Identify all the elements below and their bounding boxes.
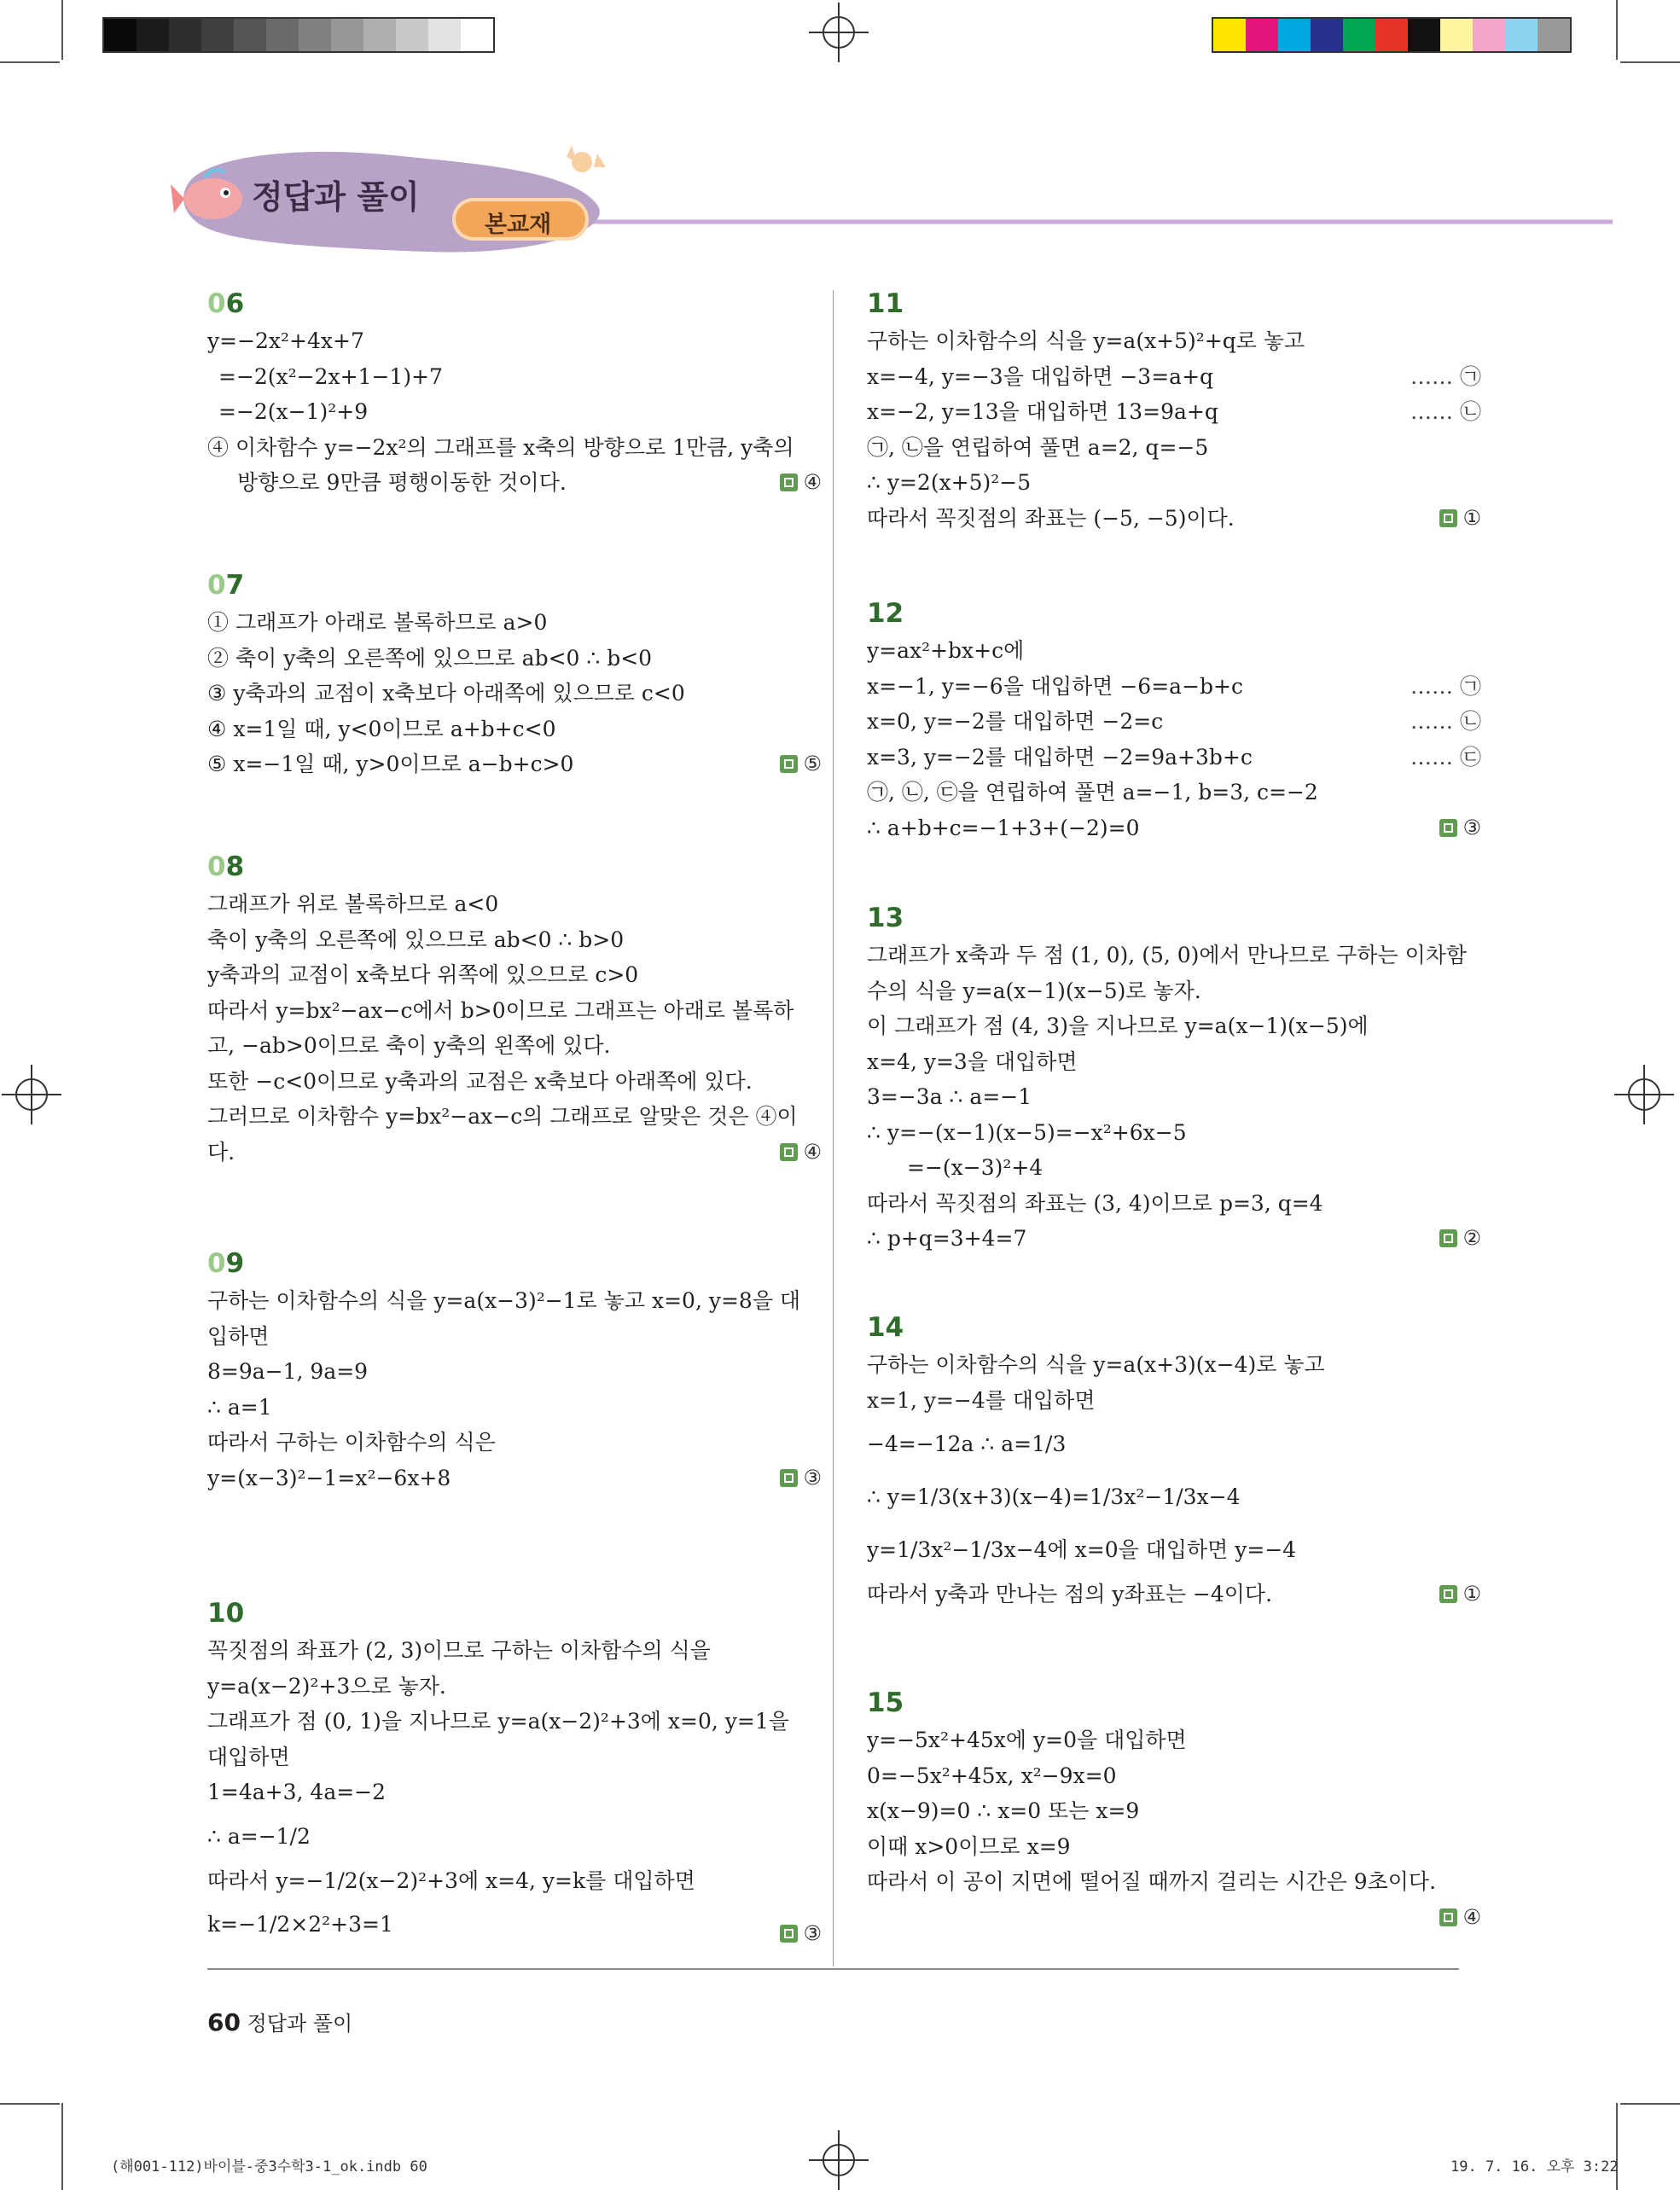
answer-badge (780, 465, 822, 501)
answer-icon (780, 1469, 798, 1487)
answer-icon (780, 1925, 798, 1943)
answer-text: ⑤ (780, 752, 822, 776)
solution-text: 고, −ab>0이므로 축이 y축의 왼쪽에 있다. (207, 1033, 611, 1058)
solution-text: x=1, y=−4를 대입하면 (867, 1387, 1096, 1413)
solution-text: ∴ y=−(x−1)(x−5)=−x²+6x−5 (867, 1119, 1187, 1145)
solution-line (867, 938, 1481, 973)
solution-text: 또한 −c<0이므로 y축과의 교점은 x축보다 아래쪽에 있다. (207, 1068, 753, 1094)
problem-08 (207, 849, 822, 1170)
solution-text: ⑤ x=−1일 때, y>0이므로 a−b+c>0 (207, 752, 574, 776)
registration-mark-icon (809, 2130, 869, 2190)
solution-text: ㉠, ㉡, ㉢을 연립하여 풀면 a=−1, b=3, c=−2 (867, 780, 1318, 805)
solution-text: 따라서 구하는 이차함수의 식은 (207, 1430, 496, 1455)
solution-text: x=−4, y=−3을 대입하면 −3=a+q (867, 363, 1214, 389)
answer-badge (1439, 1577, 1481, 1612)
solution-line (867, 1418, 1481, 1471)
answer-icon (1439, 509, 1457, 527)
equation-mark: …… ㉠ (1410, 363, 1481, 389)
problem-14 (867, 1310, 1481, 1612)
registration-mark-icon (809, 3, 869, 62)
solution-text: 이 그래프가 점 (4, 3)을 지나므로 y=a(x−1)(x−5)에 (867, 1014, 1369, 1038)
answer-badge (1439, 810, 1481, 846)
column-divider (833, 290, 834, 1966)
problem-number: 07 (207, 570, 245, 601)
solution-line (867, 1577, 1481, 1612)
solution-line (207, 1740, 822, 1775)
problem-07 (207, 567, 822, 782)
solution-text: ∴ a=−1/2 (207, 1823, 311, 1849)
solution-line (867, 1221, 1481, 1257)
solution-line (207, 922, 822, 958)
solution-text: y=a(x−2)²+3으로 놓자. (207, 1673, 446, 1699)
solution-text: 3=−3a ∴ a=−1 (867, 1084, 1032, 1109)
solution-line (867, 633, 1481, 669)
solution-text: 방향으로 9만큼 평행이동한 것이다. (237, 470, 567, 495)
header-title: 정답과 풀이 (252, 178, 420, 216)
solution-text: 구하는 이차함수의 식을 y=a(x+5)²+q로 놓고 (867, 328, 1305, 353)
solution-line (207, 430, 822, 466)
solution-text: 따라서 y=bx²−ax−c에서 b>0이므로 그래프는 아래로 볼록하 (207, 997, 794, 1023)
answer-badge (1439, 1221, 1481, 1257)
crop-mark (0, 2103, 60, 2105)
crop-mark (1616, 0, 1618, 60)
solution-line (207, 1028, 822, 1064)
solution-line (867, 430, 1481, 466)
page-footer (207, 2007, 352, 2036)
answer-text: ④ (780, 1140, 822, 1164)
problem-number: 15 (867, 1688, 904, 1718)
answer-text: ④ (780, 470, 822, 494)
solution-line (207, 1704, 822, 1740)
solution-text: 따라서 꼭짓점의 좌표는 (−5, −5)이다. (867, 505, 1235, 531)
solution-line (867, 1186, 1481, 1222)
footer-label: 정답과 풀이 (247, 2012, 353, 2036)
solution-line (867, 1115, 1481, 1151)
solution-text: 구하는 이차함수의 식을 y=a(x−3)²−1로 놓고 x=0, y=8을 대 (207, 1288, 801, 1313)
answer-icon (780, 1143, 798, 1161)
crop-mark (61, 0, 63, 60)
problem-number: 06 (207, 288, 245, 319)
solution-text: y=−5x²+45x에 y=0을 대입하면 (867, 1728, 1187, 1752)
solution-line (207, 394, 822, 430)
answer-text: ③ (1439, 816, 1481, 839)
footer-rule (207, 1968, 1459, 1970)
solution-line (867, 359, 1481, 395)
solution-line (207, 993, 822, 1029)
solution-text: 이때 x>0이므로 x=9 (867, 1833, 1071, 1859)
solution-line (867, 1524, 1481, 1577)
solution-line (867, 1864, 1481, 1900)
solution-text: 그러므로 이차함수 y=bx²−ax−c의 그래프로 알맞은 것은 ④이 (207, 1104, 798, 1129)
solution-text: y=(x−3)²−1=x²−6x+8 (207, 1465, 451, 1490)
problem-13 (867, 900, 1481, 1257)
answer-icon (1439, 1229, 1457, 1247)
solution-line (207, 1810, 822, 1863)
solution-line (207, 1135, 822, 1171)
solution-text: 다. (207, 1139, 235, 1165)
solution-line (867, 669, 1481, 705)
solution-text: ③ y축과의 교점이 x축보다 아래쪽에 있으므로 c<0 (207, 681, 685, 706)
problem-number: 08 (207, 851, 245, 882)
solution-line (867, 394, 1481, 430)
solution-line (207, 1425, 822, 1461)
answer-text: ② (1439, 1226, 1481, 1250)
solution-text: 수의 식을 y=a(x−1)(x−5)로 놓자. (867, 978, 1201, 1003)
solution-text: 그래프가 점 (0, 1)을 지나므로 y=a(x−2)²+3에 x=0, y=1을 (207, 1709, 789, 1734)
solution-text: 따라서 꼭짓점의 좌표는 (3, 4)이므로 p=3, q=4 (867, 1190, 1323, 1216)
solution-text: 그래프가 위로 볼록하므로 a<0 (207, 892, 499, 916)
solution-text: y=−2x²+4x+7 (207, 328, 364, 353)
solution-line (867, 1347, 1481, 1383)
answer-badge (780, 1461, 822, 1496)
problem-15 (867, 1685, 1481, 1929)
file-slug: (해001-112)바이블-중3수학3-1_ok.indb 60 (111, 2158, 427, 2175)
solution-text: ∴ y=1/3(x+3)(x−4)=1/3x²−1/3x−4 (867, 1484, 1241, 1509)
answer-icon (1439, 1908, 1457, 1926)
solution-text: x=0, y=−2를 대입하면 −2=c (867, 709, 1164, 734)
crop-mark (0, 61, 60, 63)
solution-line (207, 1390, 822, 1426)
solution-text: ∴ p+q=3+4=7 (867, 1226, 1027, 1251)
crop-mark (1620, 2103, 1680, 2105)
answer-text: ① (1439, 506, 1481, 530)
solution-text: ④ x=1일 때, y<0이므로 a+b+c<0 (207, 716, 556, 741)
section-header (171, 137, 1621, 273)
solution-text: =−2(x−1)²+9 (218, 399, 369, 424)
tab-label: 본교재 (485, 212, 552, 238)
answer-badge (1439, 501, 1481, 537)
solution-line (867, 323, 1481, 359)
solution-text: 그래프가 x축과 두 점 (1, 0), (5, 0)에서 만나므로 구하는 이차함 (867, 943, 1468, 967)
solution-text: 1=4a+3, 4a=−2 (207, 1780, 387, 1804)
solution-line (867, 1383, 1481, 1419)
solution-line (207, 605, 822, 641)
solution-line (867, 1150, 1481, 1186)
solution-text: ④ 이차함수 y=−2x²의 그래프를 x축의 방향으로 1만큼, y축의 (207, 434, 794, 460)
solution-text: y=ax²+bx+c에 (867, 638, 1025, 663)
solution-text: x(x−9)=0 ∴ x=0 또는 x=9 (867, 1798, 1140, 1823)
problem-number: 10 (207, 1598, 245, 1629)
solution-text: =−(x−3)²+4 (907, 1155, 1043, 1180)
solution-line (207, 1898, 822, 1951)
solution-line (867, 973, 1481, 1009)
solution-line (867, 1793, 1481, 1829)
date-slug: 19. 7. 16. 오후 3:22 (1450, 2158, 1619, 2175)
solution-text: 축이 y축의 오른쪽에 있으므로 ab<0 ∴ b>0 (207, 927, 625, 952)
solution-text: x=3, y=−2를 대입하면 −2=9a+3b+c (867, 744, 1253, 770)
solution-text: ∴ y=2(x+5)²−5 (867, 470, 1032, 495)
registration-mark-icon (2, 1065, 61, 1124)
answer-text: ③ (780, 1921, 822, 1945)
answer-icon (1439, 1585, 1457, 1603)
problem-number: 14 (867, 1312, 904, 1343)
solution-text: x=−1, y=−6을 대입하면 −6=a−b+c (867, 673, 1243, 699)
problem-10 (207, 1595, 822, 1951)
equation-mark: …… ㉡ (1410, 399, 1481, 424)
solution-line (867, 1722, 1481, 1758)
solution-text: 구하는 이차함수의 식을 y=a(x+3)(x−4)로 놓고 (867, 1352, 1325, 1377)
solution-text: 입하면 (207, 1323, 270, 1349)
solution-text: x=4, y=3을 대입하면 (867, 1049, 1078, 1074)
equation-mark: …… ㉢ (1410, 744, 1481, 770)
solution-line (207, 359, 822, 395)
solution-line (207, 1283, 822, 1319)
solution-text: x=−2, y=13을 대입하면 13=9a+q (867, 399, 1218, 424)
problem-06 (207, 286, 822, 501)
solution-text: ∴ a+b+c=−1+3+(−2)=0 (867, 815, 1140, 840)
solution-line (867, 1044, 1481, 1080)
solution-text: =−2(x²−2x+1−1)+7 (218, 363, 443, 389)
problem-number: 13 (867, 903, 904, 933)
answer-badge (780, 1916, 822, 1952)
solution-line (867, 501, 1481, 537)
solution-line (207, 1775, 822, 1810)
problem-number: 12 (867, 598, 904, 629)
problem-number: 11 (867, 288, 904, 319)
solution-line (207, 1354, 822, 1390)
answer-icon (780, 755, 798, 773)
problem-number: 09 (207, 1248, 245, 1279)
solution-line (207, 1669, 822, 1705)
equation-mark: …… ㉡ (1410, 709, 1481, 734)
solution-text: −4=−12a ∴ a=1/3 (867, 1432, 1067, 1456)
solution-text: 따라서 y축과 만나는 점의 y좌표는 −4이다. (867, 1582, 1273, 1606)
solution-line (867, 775, 1481, 810)
solution-line (867, 740, 1481, 776)
solution-line (207, 1064, 822, 1100)
header-tab (452, 198, 589, 241)
problem-11 (867, 286, 1481, 536)
solution-line (207, 465, 822, 501)
solution-text: ① 그래프가 아래로 볼록하므로 a>0 (207, 610, 548, 635)
solution-line (207, 1319, 822, 1355)
registration-mark-icon (1614, 1065, 1674, 1124)
grayscale-bar (102, 17, 495, 53)
solution-line (867, 1008, 1481, 1044)
solution-text: ∴ a=1 (207, 1394, 272, 1420)
answer-icon (780, 473, 798, 491)
crop-mark (61, 2103, 63, 2190)
answer-text: ③ (780, 1466, 822, 1490)
solution-line (207, 886, 822, 922)
crop-mark (1616, 2103, 1618, 2190)
solution-line (207, 1863, 822, 1899)
solution-text: k=−1/2×2²+3=1 (207, 1912, 393, 1937)
solution-text: 따라서 y=−1/2(x−2)²+3에 x=4, y=k를 대입하면 (207, 1868, 695, 1893)
solution-text: 0=−5x²+45x, x²−9x=0 (867, 1763, 1117, 1788)
solution-line (207, 1461, 822, 1496)
answer-text: ④ (1439, 1905, 1481, 1929)
solution-line (867, 1758, 1481, 1794)
solution-line (207, 1633, 822, 1669)
crop-mark (1620, 61, 1680, 63)
solution-line (867, 465, 1481, 501)
solution-text: ② 축이 y축의 오른쪽에 있으므로 ab<0 ∴ b<0 (207, 645, 653, 671)
solution-line (207, 957, 822, 993)
solution-line (207, 712, 822, 747)
solution-line (867, 1079, 1481, 1115)
answer-icon (1439, 819, 1457, 837)
solution-text: y=1/3x²−1/3x−4에 x=0을 대입하면 y=−4 (867, 1537, 1297, 1562)
problem-12 (867, 595, 1481, 845)
answer-badge (780, 746, 822, 782)
solution-text: 8=9a−1, 9a=9 (207, 1359, 369, 1384)
solution-text: ㉠, ㉡을 연립하여 풀면 a=2, q=−5 (867, 434, 1209, 460)
answer-badge (780, 1135, 822, 1171)
solution-line (207, 746, 822, 782)
color-bar (1212, 17, 1572, 53)
solution-line (867, 1829, 1481, 1865)
solution-line (207, 641, 822, 677)
solution-line (207, 323, 822, 359)
solution-text: 대입하면 (207, 1744, 290, 1769)
solution-line (867, 1471, 1481, 1524)
equation-mark: …… ㉠ (1410, 673, 1481, 699)
solution-line (867, 704, 1481, 740)
page-number: 60 (207, 2008, 241, 2036)
problem-09 (207, 1246, 822, 1496)
solution-text: 따라서 이 공이 지면에 떨어질 때까지 걸리는 시간은 9초이다. (867, 1869, 1437, 1894)
answer-text: ① (1439, 1582, 1481, 1606)
solution-line (867, 810, 1481, 846)
solution-line (207, 1099, 822, 1135)
fish-mascot-icon (171, 152, 247, 237)
solution-text: 꼭짓점의 좌표가 (2, 3)이므로 구하는 이차함수의 식을 (207, 1638, 711, 1663)
answer-badge (1439, 1900, 1481, 1936)
solution-line (207, 676, 822, 712)
solution-text: y축과의 교점이 x축보다 위쪽에 있으므로 c>0 (207, 962, 639, 987)
